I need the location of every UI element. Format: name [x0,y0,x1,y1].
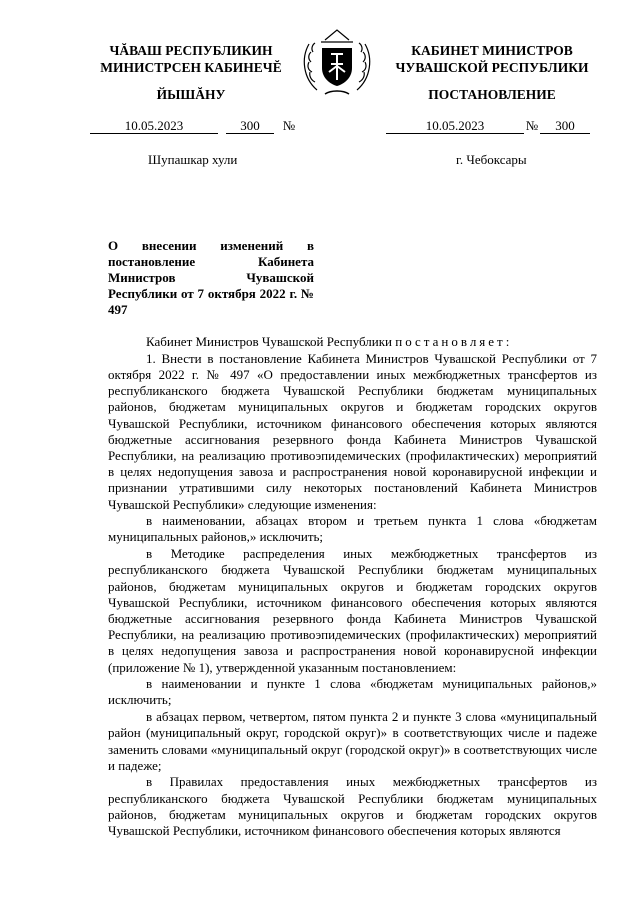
city-right: г. Чебоксары [456,152,527,167]
document-title: О внесении изменений в постановление Кабинета Министров Чувашской Республики от 7 октября 2022 г. № 497 [108,238,314,317]
left-date: 10.05.2023 [90,118,218,134]
left-number: 300 [226,118,274,134]
right-date: 10.05.2023 [386,118,524,134]
document-body [108,334,597,839]
intro-paragraph [108,334,597,350]
paragraph-1: 1. Внести в постановление Кабинета Министров Чувашской Республики от 7 октября 2022 г. № 497 «О предоставлении иных межбюджетных трансфертов из республиканского бюджета Чувашской Республики бюджетам муниципальных районов, бюджетам муниципальных округов и бюджетам городских округов Чувашской Республики, источником финансового обеспечения которых являются бюджетные ассигнования резервного фонда Кабинета Министров Чувашской Республики, на реализацию противоэпидемических (профилактических) мероприятий в целях недопущения завоза и распространения новой коронавирусной инфекции и признании утратившими силу некоторых постановлений Кабинета Министров Чувашской Республики» следующие изменения: [108,350,597,512]
header-right [382,42,602,76]
header-left [72,42,310,76]
right-number-sign: № [525,118,539,133]
intro-verb: постановляет: [395,334,513,349]
coat-of-arms-emblem [295,20,379,104]
paragraph-3: в Методике распределения иных межбюджетных трансфертов из республиканского бюджета Чувашской Республики бюджетам муниципальных районов, бюджетам муниципальных округов и бюджетам городских округов Чувашской Республики, источником финансового обеспечения которых являются бюджетные ассигнования резервного фонда Кабинета Министров Чувашской Республики, на реализацию противоэпидемических (профилактических) мероприятий в целях недопущения завоза и распространения новой коронавирусной инфекции (приложение № 1), утвержденной указанным постановлением: [108,546,597,675]
header-left-doctype: ЙЫШĂНУ [156,87,226,102]
paragraph-5: в абзацах первом, четвертом, пятом пункта 2 и пункте 3 слова «муниципальный район (муниципальный округ, городской округ)» в соответствующих числе и падеже заменить словами «муниципальный округ (городской округ)» в соответствующих числе и падеже; [108,709,597,773]
left-number-sign: № [282,118,296,133]
header-right-line2: ЧУВАШСКОЙ РЕСПУБЛИКИ [395,60,589,75]
header-right-doctype: ПОСТАНОВЛЕНИЕ [428,87,556,102]
left-number-row [90,118,310,134]
paragraph-6: в Правилах предоставления иных межбюджетных трансфертов из республиканского бюджета Чувашской Республики бюджетам муниципальных районов, бюджетам муниципальных округов и бюджетам городских округов Чувашской Республики, источником финансового обеспечения которых являются [108,774,597,839]
city-left: Шупашкар хули [148,152,238,167]
header-left-line1: ЧĂВАШ РЕСПУБЛИКИН [109,43,273,58]
right-number: 300 [540,118,590,134]
paragraph-4: в наименовании и пункте 1 слова «бюджетам муниципальных районов,» исключить; [108,676,597,708]
intro-prefix: Кабинет Министров Чувашской Республики [146,334,396,349]
paragraph-2: в наименовании, абзацах втором и третьем пункта 1 слова «бюджетам муниципальных районов,» исключить; [108,513,597,545]
header-right-line1: КАБИНЕТ МИНИСТРОВ [411,43,573,58]
header-left-line2: МИНИСТРСЕН КАБИНЕЧĔ [100,60,282,75]
right-number-row [386,118,596,134]
